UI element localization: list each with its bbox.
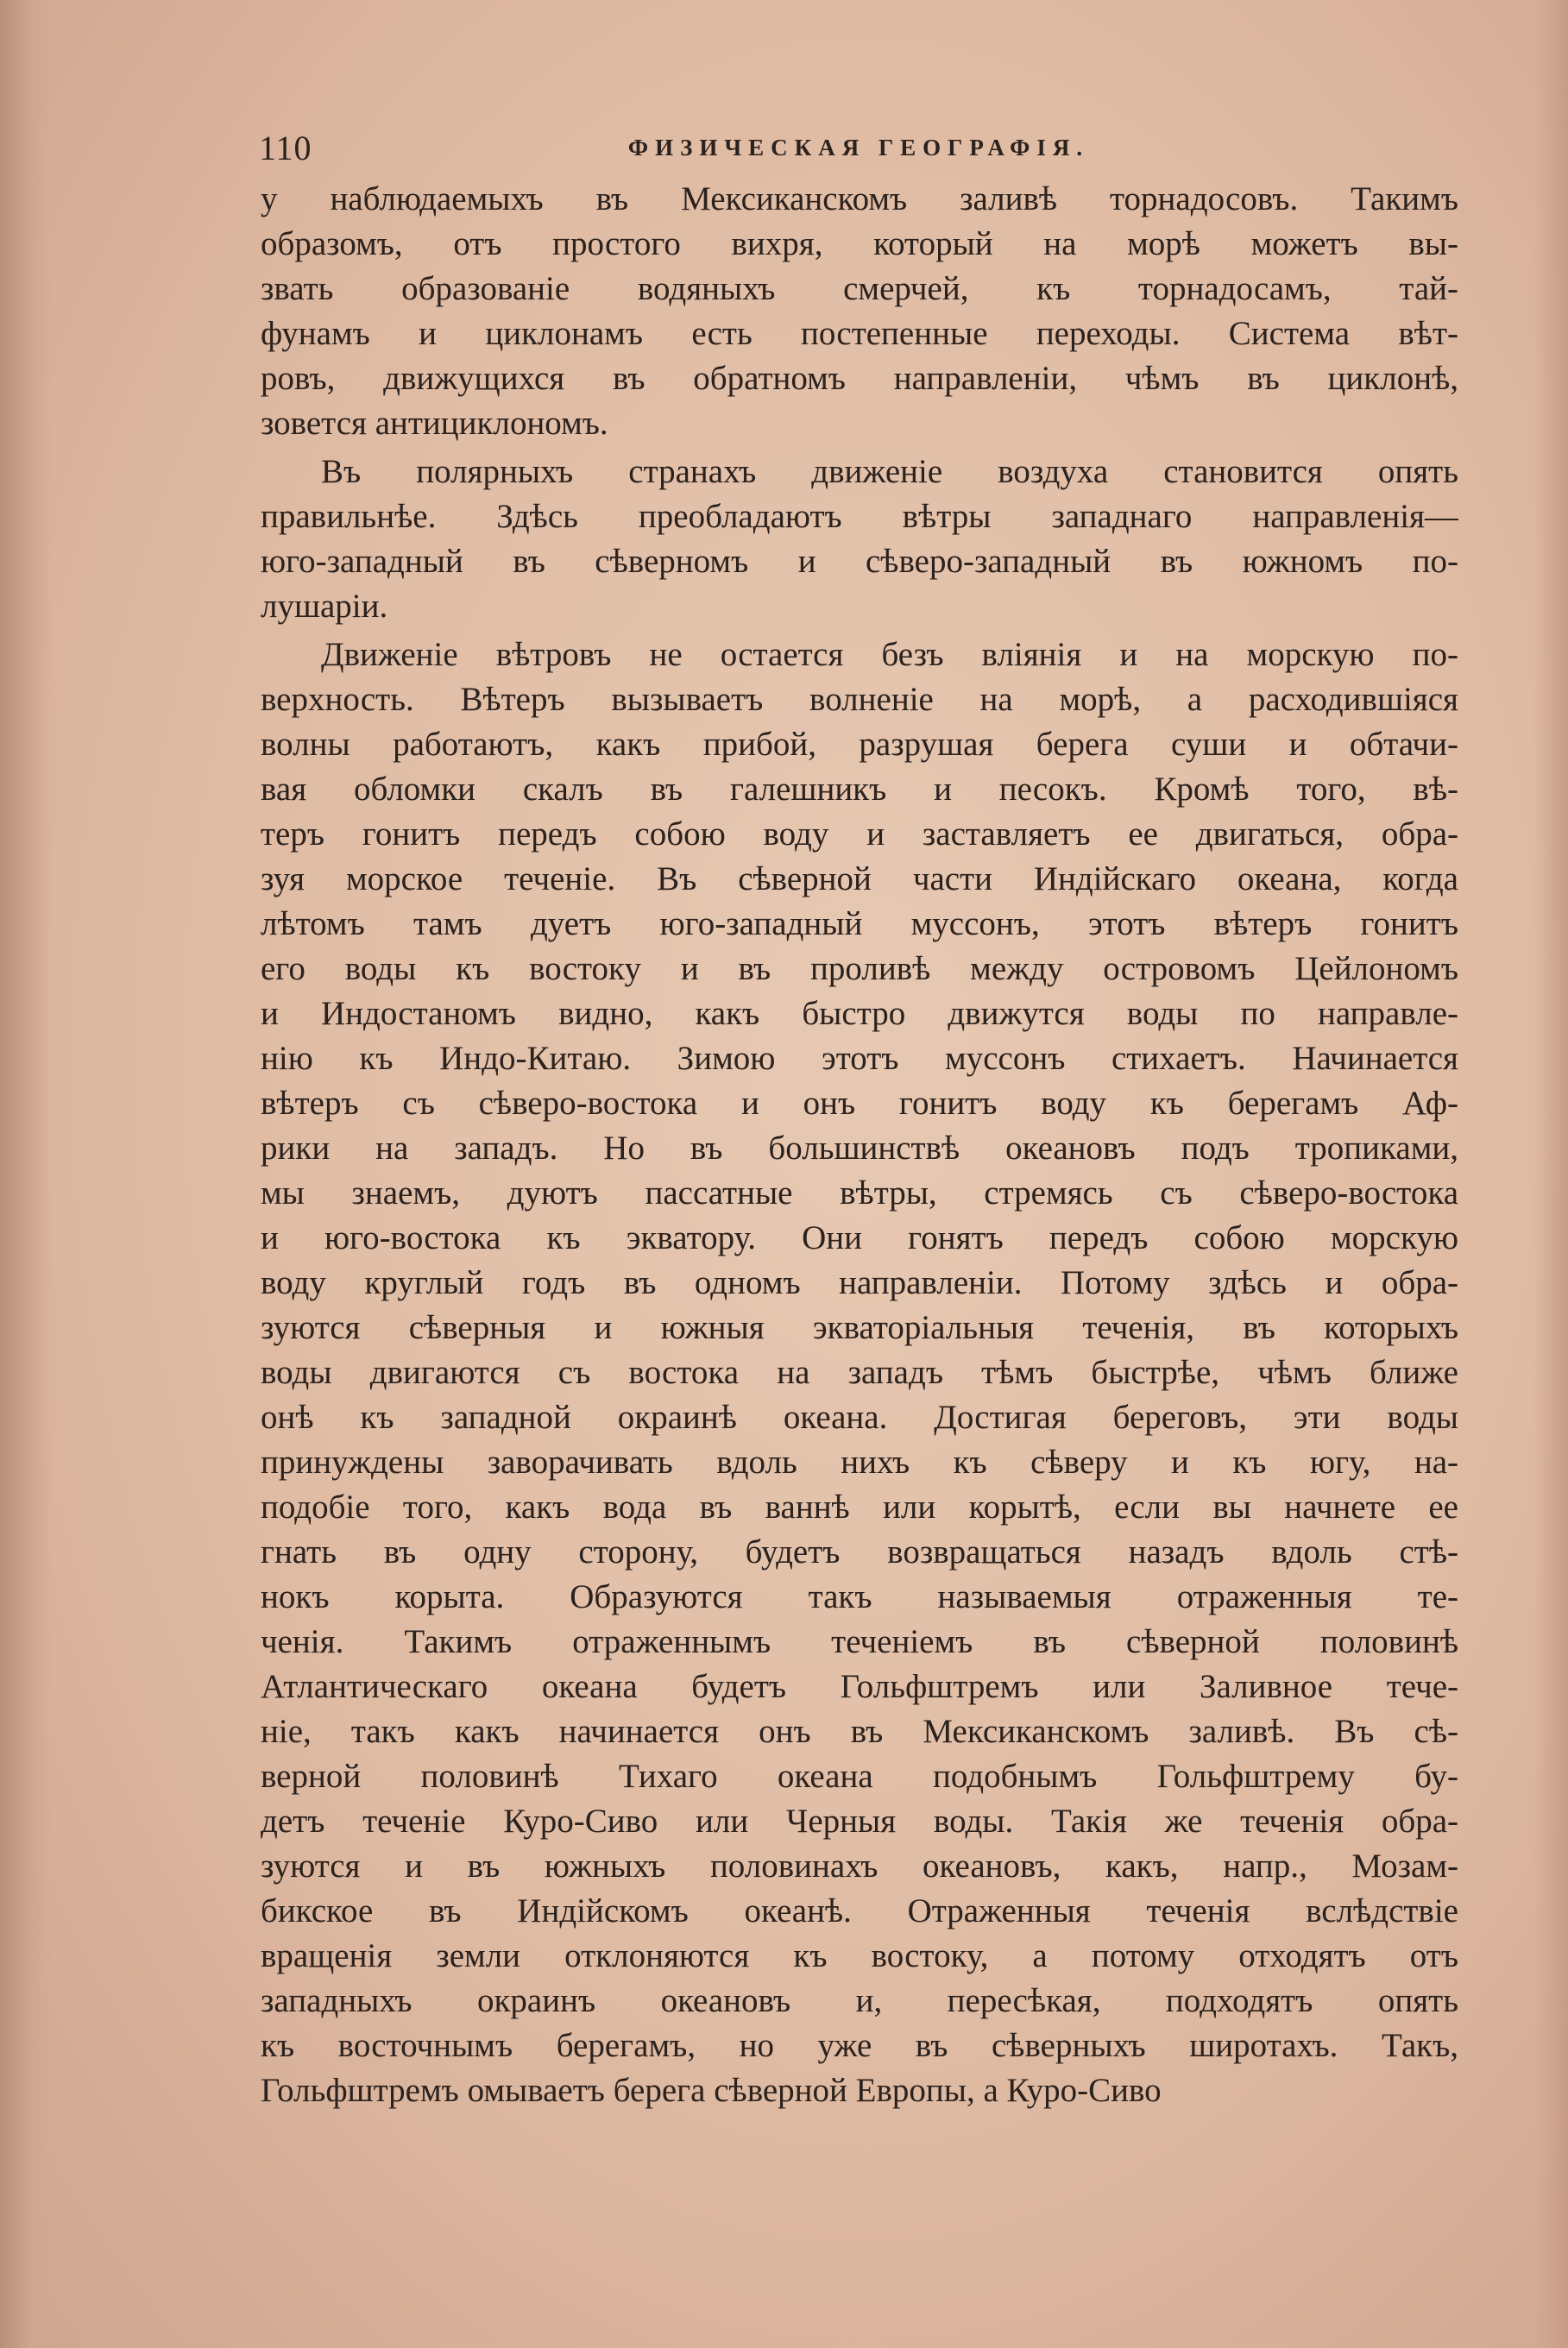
page-edge-shadow-right [1533,0,1568,2348]
text-line: звать образованіе водяныхъ смерчей, къ торнадосамъ, тай- [261,270,1458,307]
text-line: Гольфштремъ омываетъ берега сѣверной Европы, а Куро-Сиво [261,2072,1162,2109]
text-line: образомъ, отъ простого вихря, который на морѣ можетъ вы- [261,225,1458,262]
text-line: нокъ корыта. Образуются такъ называемыя отраженныя те- [261,1578,1458,1615]
text-line: у наблюдаемыхъ въ Мексиканскомъ заливѣ торнадосовъ. Такимъ [261,180,1458,217]
text-line: къ восточнымъ берегамъ, но уже въ сѣверныхъ широтахъ. Такъ, [261,2027,1458,2064]
paragraph [261,450,1458,629]
text-line: онѣ къ западной окраинѣ океана. Достигая береговъ, эти воды [261,1399,1458,1436]
page-number: 110 [259,129,312,167]
text-line: Въ полярныхъ странахъ движеніе воздуха становится опять [321,453,1458,490]
text-line: мы знаемъ, дуютъ пассатные вѣтры, стремясь съ сѣверо-востока [261,1174,1458,1212]
text-line: и Индостаномъ видно, какъ быстро движутся воды по направле- [261,995,1458,1032]
text-line: зуются и въ южныхъ половинахъ океановъ, какъ, напр., Мозам- [261,1848,1458,1885]
text-line: Атлантическаго океана будетъ Гольфштремъ или Заливное тече- [261,1668,1458,1705]
paragraph [261,633,1458,2113]
text-line: его воды къ востоку и въ проливѣ между островомъ Цейлономъ [261,950,1458,987]
body-text [261,177,1458,2113]
text-line: правильнѣе. Здѣсь преобладаютъ вѣтры западнаго направленія— [261,498,1458,535]
text-line: воды двигаются съ востока на западъ тѣмъ быстрѣе, чѣмъ ближе [261,1354,1458,1391]
text-line: нію къ Индо-Китаю. Зимою этотъ муссонъ стихаетъ. Начинается [261,1040,1458,1077]
text-line: фунамъ и циклонамъ есть постепенные переходы. Система вѣт- [261,315,1458,352]
text-line: вращенія земли отклоняются къ востоку, а потому отходятъ отъ [261,1937,1458,1974]
text-line: рики на западъ. Но въ большинствѣ океановъ подъ тропиками, [261,1130,1458,1167]
text-line: зуя морское теченіе. Въ сѣверной части Индійскаго океана, когда [261,860,1458,897]
page-header [259,128,1458,171]
running-title: ФИЗИЧЕСКАЯ ГЕОГРАФІЯ. [627,135,1090,161]
text-line: и юго-востока къ экватору. Они гонятъ передъ собою морскую [261,1219,1458,1256]
text-line: подобіе того, какъ вода въ ваннѣ или корытѣ, если вы начнете ее [261,1489,1458,1526]
text-line: вая обломки скалъ въ галешникъ и песокъ. Кромѣ того, вѣ- [261,771,1458,808]
text-line: зовется антициклономъ. [261,405,608,442]
text-line: ченія. Такимъ отраженнымъ теченіемъ въ сѣверной половинѣ [261,1623,1458,1660]
text-line: принуждены заворачивать вдоль нихъ къ сѣверу и къ югу, на- [261,1444,1458,1481]
text-line: верной половинѣ Тихаго океана подобнымъ Гольфштрему бу- [261,1758,1458,1795]
paragraph [261,177,1458,446]
text-line: воду круглый годъ въ одномъ направленіи. Потому здѣсь и обра- [261,1264,1458,1301]
text-line: ровъ, движущихся въ обратномъ направленіи, чѣмъ въ циклонѣ, [261,360,1458,397]
text-line: волны работаютъ, какъ прибой, разрушая берега суши и обтачи- [261,726,1458,763]
text-line: детъ теченіе Куро-Сиво или Черныя воды. Такія же теченія обра- [261,1803,1458,1840]
text-line: Движеніе вѣтровъ не остается безъ вліянія и на морскую по- [321,636,1458,673]
text-line: ніе, такъ какъ начинается онъ въ Мексиканскомъ заливѣ. Въ сѣ- [261,1713,1458,1750]
text-line: гнать въ одну сторону, будетъ возвращаться назадъ вдоль стѣ- [261,1533,1458,1571]
text-line: бикское въ Индійскомъ океанѣ. Отраженныя теченія вслѣдствіе [261,1892,1458,1929]
text-line: зуются сѣверныя и южныя экваторіальныя теченія, въ которыхъ [261,1309,1458,1346]
text-line: западныхъ окраинъ океановъ и, пересѣкая, подходятъ опять [261,1982,1458,2019]
text-line: лѣтомъ тамъ дуетъ юго-западный муссонъ, этотъ вѣтеръ гонитъ [261,905,1458,942]
page-edge-shadow-left [0,0,52,2348]
text-line: теръ гонитъ передъ собою воду и заставляетъ ее двигаться, обра- [261,815,1458,853]
text-line: лушаріи. [261,588,388,625]
text-line: вѣтеръ съ сѣверо-востока и онъ гонитъ воду къ берегамъ Аф- [261,1085,1458,1122]
text-line: юго-западный въ сѣверномъ и сѣверо-западный въ южномъ по- [261,543,1458,580]
text-line: верхность. Вѣтеръ вызываетъ волненіе на морѣ, а расходившіяся [261,681,1458,718]
